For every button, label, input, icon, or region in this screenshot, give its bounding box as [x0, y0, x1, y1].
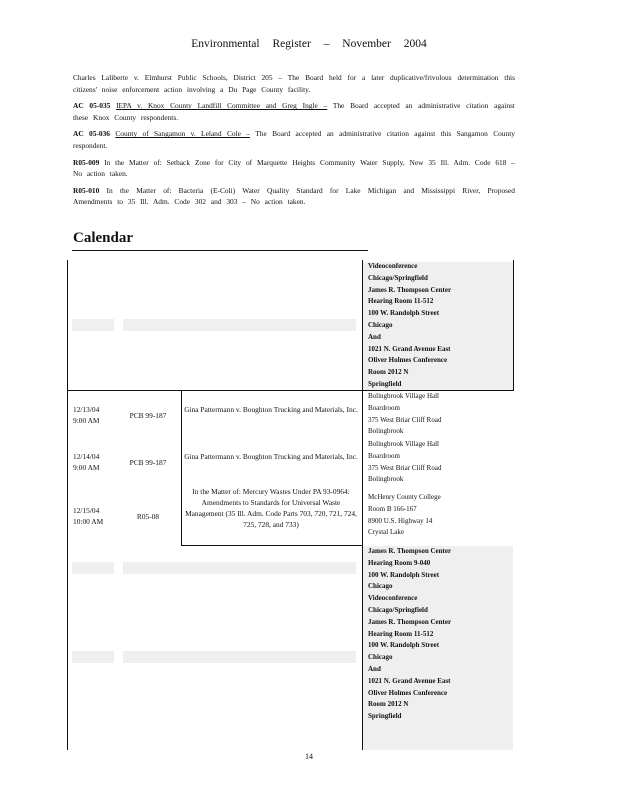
- row3-date: 12/15/04 10:00 AM: [73, 506, 104, 526]
- row2-case: PCB 99-187: [129, 458, 167, 467]
- shaded-date-cell-3: [72, 651, 114, 663]
- row1-parties: Gina Pattermann v. Boughton Trucking and Materials, Inc.: [184, 405, 358, 414]
- row3-location: McHenry County College Room B 166-167 8900 U.S. Highway 14 Crystal Lake: [368, 493, 441, 537]
- entry-ac05036: AC 05-036 County of Sangamon v. Leland Cole – The Board accepted an administrative citation against this Sangamon County respondent.: [73, 129, 515, 150]
- row1-date: 12/13/04 9:00 AM: [73, 405, 100, 425]
- row2-parties: Gina Pattermann v. Boughton Trucking and Materials, Inc.: [184, 452, 358, 461]
- calendar-title-rule: [72, 250, 368, 251]
- row3-case: R05-08: [136, 512, 160, 521]
- board-actions: [73, 72, 515, 213]
- shaded-date-cell: [72, 319, 114, 331]
- entry-ac05035: AC 05-035 IEPA v. Knox County Landfill Committee and Greg Ingle – The Board accepted an administrative citation against these Knox County respondents.: [73, 101, 515, 122]
- entry-laliberte: Charles Laliberte v. Elmhurst Public Schools, District 205 – The Board held for a later duplicative/frivolous determination this citizens' noise enforcement action involving a Du Page County facility.: [73, 73, 515, 94]
- location-videoconference-1: Videoconference Chicago/Springfield James R. Thompson Center Hearing Room 11-512 100 W. Randolph Street Chicago And 1021 N. Grand Avenue East Oliver Holmes Conference Room 2012 N Springfield: [368, 262, 452, 388]
- shaded-desc-cell: [123, 319, 356, 331]
- table-row-bottom: [181, 545, 363, 546]
- table-right-border: [513, 260, 514, 390]
- shaded-desc-cell-3: [123, 651, 356, 663]
- page-header: Environmental Register – November 2004: [191, 38, 427, 50]
- row1-case: PCB 99-187: [129, 411, 167, 420]
- location-thompson-center: James R. Thompson Center Hearing Room 9-040 100 W. Randolph Street Chicago Videoconference Chicago/Springfield James R. Thompson Center Hearing Room 11-512 100 W. Randolph Street Chicago And 1021 N. Grand Avenue East Oliver Holmes Conference Room 2012 N Springfield: [368, 547, 452, 721]
- table-case-divider: [181, 390, 182, 545]
- entry-r05009: R05-009 In the Matter of: Setback Zone for City of Marquette Heights Community Water Supply, New 35 Ill. Adm. Code 618 – No action taken.: [73, 157, 515, 179]
- shaded-date-cell-2: [72, 562, 114, 574]
- row2-date: 12/14/04 9:00 AM: [73, 452, 100, 472]
- calendar-title: Calendar: [73, 230, 133, 246]
- row2-location: Bolingbrook Village Hall Boardroom 375 West Briar Cliff Road Bolingbrook: [368, 440, 442, 484]
- shaded-desc-cell-2: [123, 562, 356, 574]
- entry-r05010: R05-010 In the Matter of: Bacteria (E-Coli) Water Quality Standard for Lake Michigan and Mississippi River, Proposed Amendments to 35 Ill. Adm. Code 302 and 303 – No action taken.: [73, 185, 515, 207]
- table-left-border: [67, 260, 68, 750]
- page-number: 14: [305, 752, 313, 761]
- row1-location: Bolingbrook Village Hall Boardroom 375 West Briar Cliff Road Bolingbrook: [368, 392, 442, 436]
- row3-parties: In the Matter of: Mercury Wastes Under PA 93-0964: Amendments to Standards for Universal Waste Management (35 Ill. Adm. Code Parts 703, 720, 721, 724, 725, 728, and 733): [185, 487, 357, 529]
